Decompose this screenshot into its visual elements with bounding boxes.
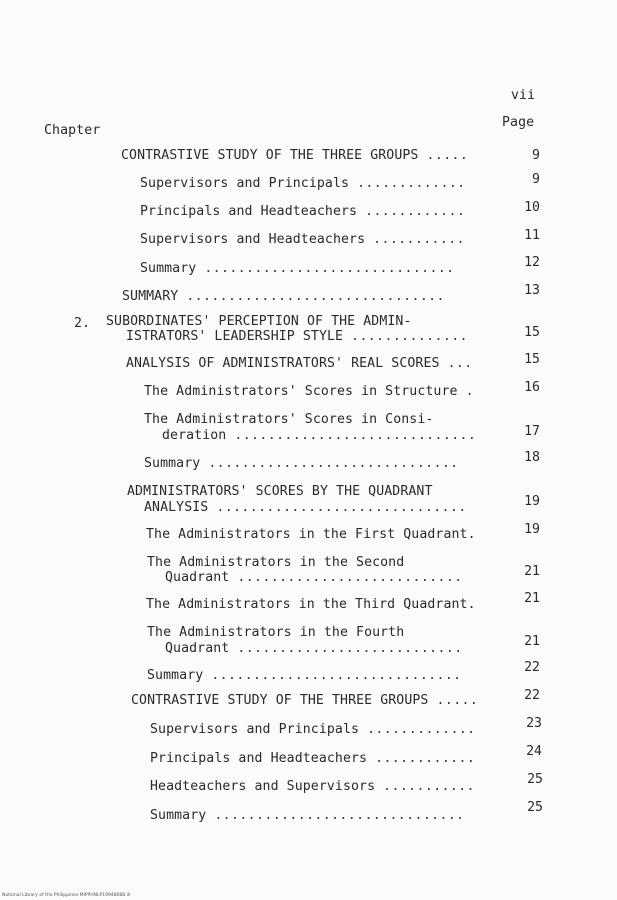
page-number: vii [511, 88, 536, 103]
toc-page-number: 25 [527, 800, 543, 815]
toc-page-number: 13 [524, 283, 540, 298]
toc-page-number: 19 [524, 494, 540, 509]
toc-entry: Supervisors and Headteachers ........... [140, 232, 465, 247]
toc-page-number: 9 [532, 148, 540, 163]
library-footer-stamp: National Library of the Philippines MIPPHNLP1994808B ill [2, 893, 131, 898]
toc-entry: Summary .............................. [147, 668, 462, 683]
toc-entry-cont: Quadrant ........................... [165, 570, 463, 585]
toc-page-number: 19 [524, 522, 540, 537]
toc-page-number: 17 [524, 424, 540, 439]
toc-page-number: 9 [532, 172, 540, 187]
toc-page-number: 24 [526, 744, 542, 759]
toc-page-number: 21 [524, 634, 540, 649]
toc-entry-heading: CONTRASTIVE STUDY OF THE THREE GROUPS ..... [121, 148, 469, 163]
toc-entry-heading: SUMMARY ............................... [122, 289, 445, 304]
toc-chapter-title: SUBORDINATES' PERCEPTION OF THE ADMIN- [106, 314, 412, 329]
chapter-label: Chapter [44, 123, 101, 138]
toc-entry: Summary .............................. [144, 456, 459, 471]
toc-entry: Principals and Headteachers ............ [140, 204, 466, 219]
toc-entry: Summary .............................. [140, 261, 455, 276]
toc-entry-heading: ANALYSIS OF ADMINISTRATORS' REAL SCORES ... [126, 356, 473, 371]
toc-page-number: 22 [524, 660, 540, 675]
toc-entry: Principals and Headteachers ............ [150, 751, 476, 766]
toc-page-number: 21 [524, 591, 540, 606]
toc-entry-heading: ADMINISTRATORS' SCORES BY THE QUADRANT [127, 484, 433, 499]
toc-page-number: 11 [524, 228, 540, 243]
toc-entry: The Administrators in the Fourth [147, 625, 405, 640]
toc-page-number: 23 [526, 716, 542, 731]
toc-entry-heading: CONTRASTIVE STUDY OF THE THREE GROUPS ..... [131, 693, 479, 708]
toc-entry: Supervisors and Principals ............. [150, 722, 476, 737]
toc-chapter-title-cont: ISTRATORS' LEADERSHIP STYLE .............. [126, 329, 468, 344]
toc-entry: The Administrators in the Third Quadrant. [146, 597, 476, 612]
toc-entry: The Administrators' Scores in Structure . [144, 384, 474, 399]
toc-page-number: 16 [524, 380, 540, 395]
toc-page-number: 15 [524, 352, 540, 367]
toc-entry: The Administrators in the Second [147, 555, 405, 570]
toc-entry: Headteachers and Supervisors ........... [150, 779, 475, 794]
toc-entry-cont: Quadrant ........................... [165, 641, 463, 656]
toc-entry: Summary .............................. [150, 808, 465, 823]
toc-entry-cont: deration ............................. [162, 428, 477, 443]
toc-page-number: 15 [524, 325, 540, 340]
toc-page-number: 22 [524, 688, 540, 703]
toc-entry: The Administrators in the First Quadrant. [146, 527, 476, 542]
toc-entry: The Administrators' Scores in Consi- [144, 412, 434, 427]
toc-page-number: 25 [527, 772, 543, 787]
page-column-label: Page [502, 115, 535, 130]
toc-page-number: 10 [524, 200, 540, 215]
toc-page-number: 18 [524, 450, 540, 465]
toc-entry-heading-cont: ANALYSIS .............................. [144, 500, 467, 515]
chapter-number: 2. [74, 316, 91, 331]
toc-page-number: 21 [524, 564, 540, 579]
toc-entry: Supervisors and Principals ............. [140, 176, 466, 191]
toc-page-number: 12 [524, 255, 540, 270]
